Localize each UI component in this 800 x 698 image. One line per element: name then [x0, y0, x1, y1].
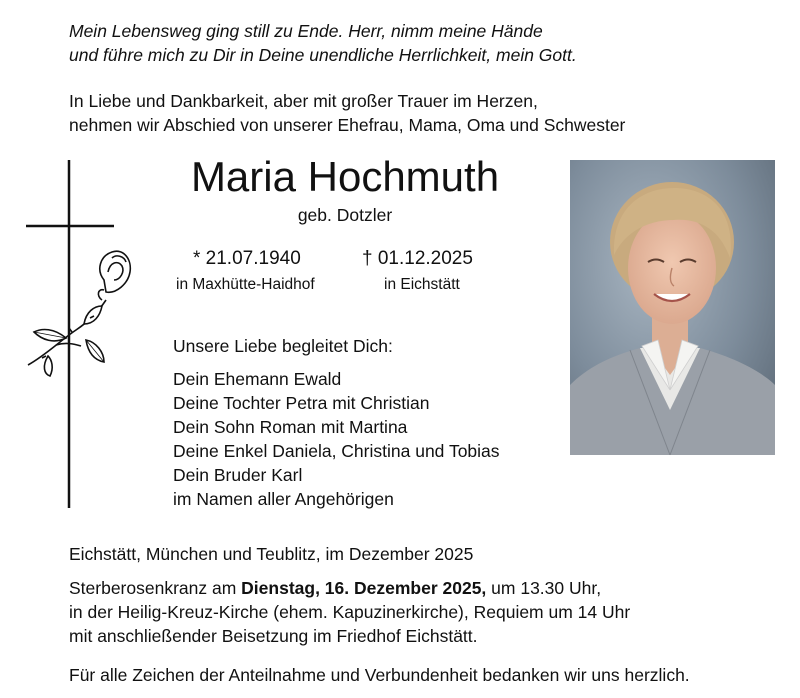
verse [69, 19, 577, 67]
list-item: Dein Ehemann Ewald [173, 369, 342, 389]
portrait-photo [570, 160, 775, 455]
service-line-2: in der Heilig-Kreuz-Kirche (ehem. Kapuzinerkirche), Requiem um 14 Uhr [69, 602, 631, 622]
intro-line-1: In Liebe und Dankbarkeit, aber mit großer Trauer im Herzen, [69, 91, 538, 111]
mourners-list [173, 367, 500, 511]
service-date: Dienstag, 16. Dezember 2025, [241, 578, 487, 598]
intro-line-2: nehmen wir Abschied von unserer Ehefrau, Mama, Oma und Schwester [69, 115, 626, 135]
list-item: Deine Enkel Daniela, Christina und Tobias [173, 441, 500, 461]
birth-date: * 21.07.1940 [193, 248, 301, 269]
birth-place: in Maxhütte-Haidhof [176, 276, 315, 293]
verse-line-2: und führe mich zu Dir in Deine unendliche Herrlichkeit, mein Gott. [69, 45, 577, 65]
cross-icon [26, 160, 156, 510]
intro [69, 89, 625, 137]
list-item: Deine Tochter Petra mit Christian [173, 393, 430, 413]
rose-icon [28, 251, 130, 376]
service-line-3: mit anschließender Beisetzung im Friedhof Eichstätt. [69, 626, 478, 646]
service-prefix: Sterberosenkranz am [69, 578, 242, 598]
service-suffix: um 13.30 Uhr, [486, 578, 602, 598]
death-date: † 01.12.2025 [362, 248, 473, 269]
location-line: Eichstätt, München und Teublitz, im Dezember 2025 [69, 544, 474, 564]
deceased-name: Maria Hochmuth [190, 153, 500, 200]
death-place: in Eichstätt [384, 276, 460, 293]
list-item: Dein Bruder Karl [173, 465, 303, 485]
verse-line-1: Mein Lebensweg ging still zu Ende. Herr, nimm meine Hände [69, 21, 543, 41]
birth-name: geb. Dotzler [297, 205, 393, 225]
thanks-line: Für alle Zeichen der Anteilnahme und Verbundenheit bedanken wir uns herzlich. [69, 665, 690, 685]
list-item: Dein Sohn Roman mit Martina [173, 417, 408, 437]
service-info [69, 576, 630, 648]
mourners-heading: Unsere Liebe begleitet Dich: [173, 336, 393, 356]
list-item: im Namen aller Angehörigen [173, 489, 394, 509]
service-line-1 [69, 576, 630, 600]
